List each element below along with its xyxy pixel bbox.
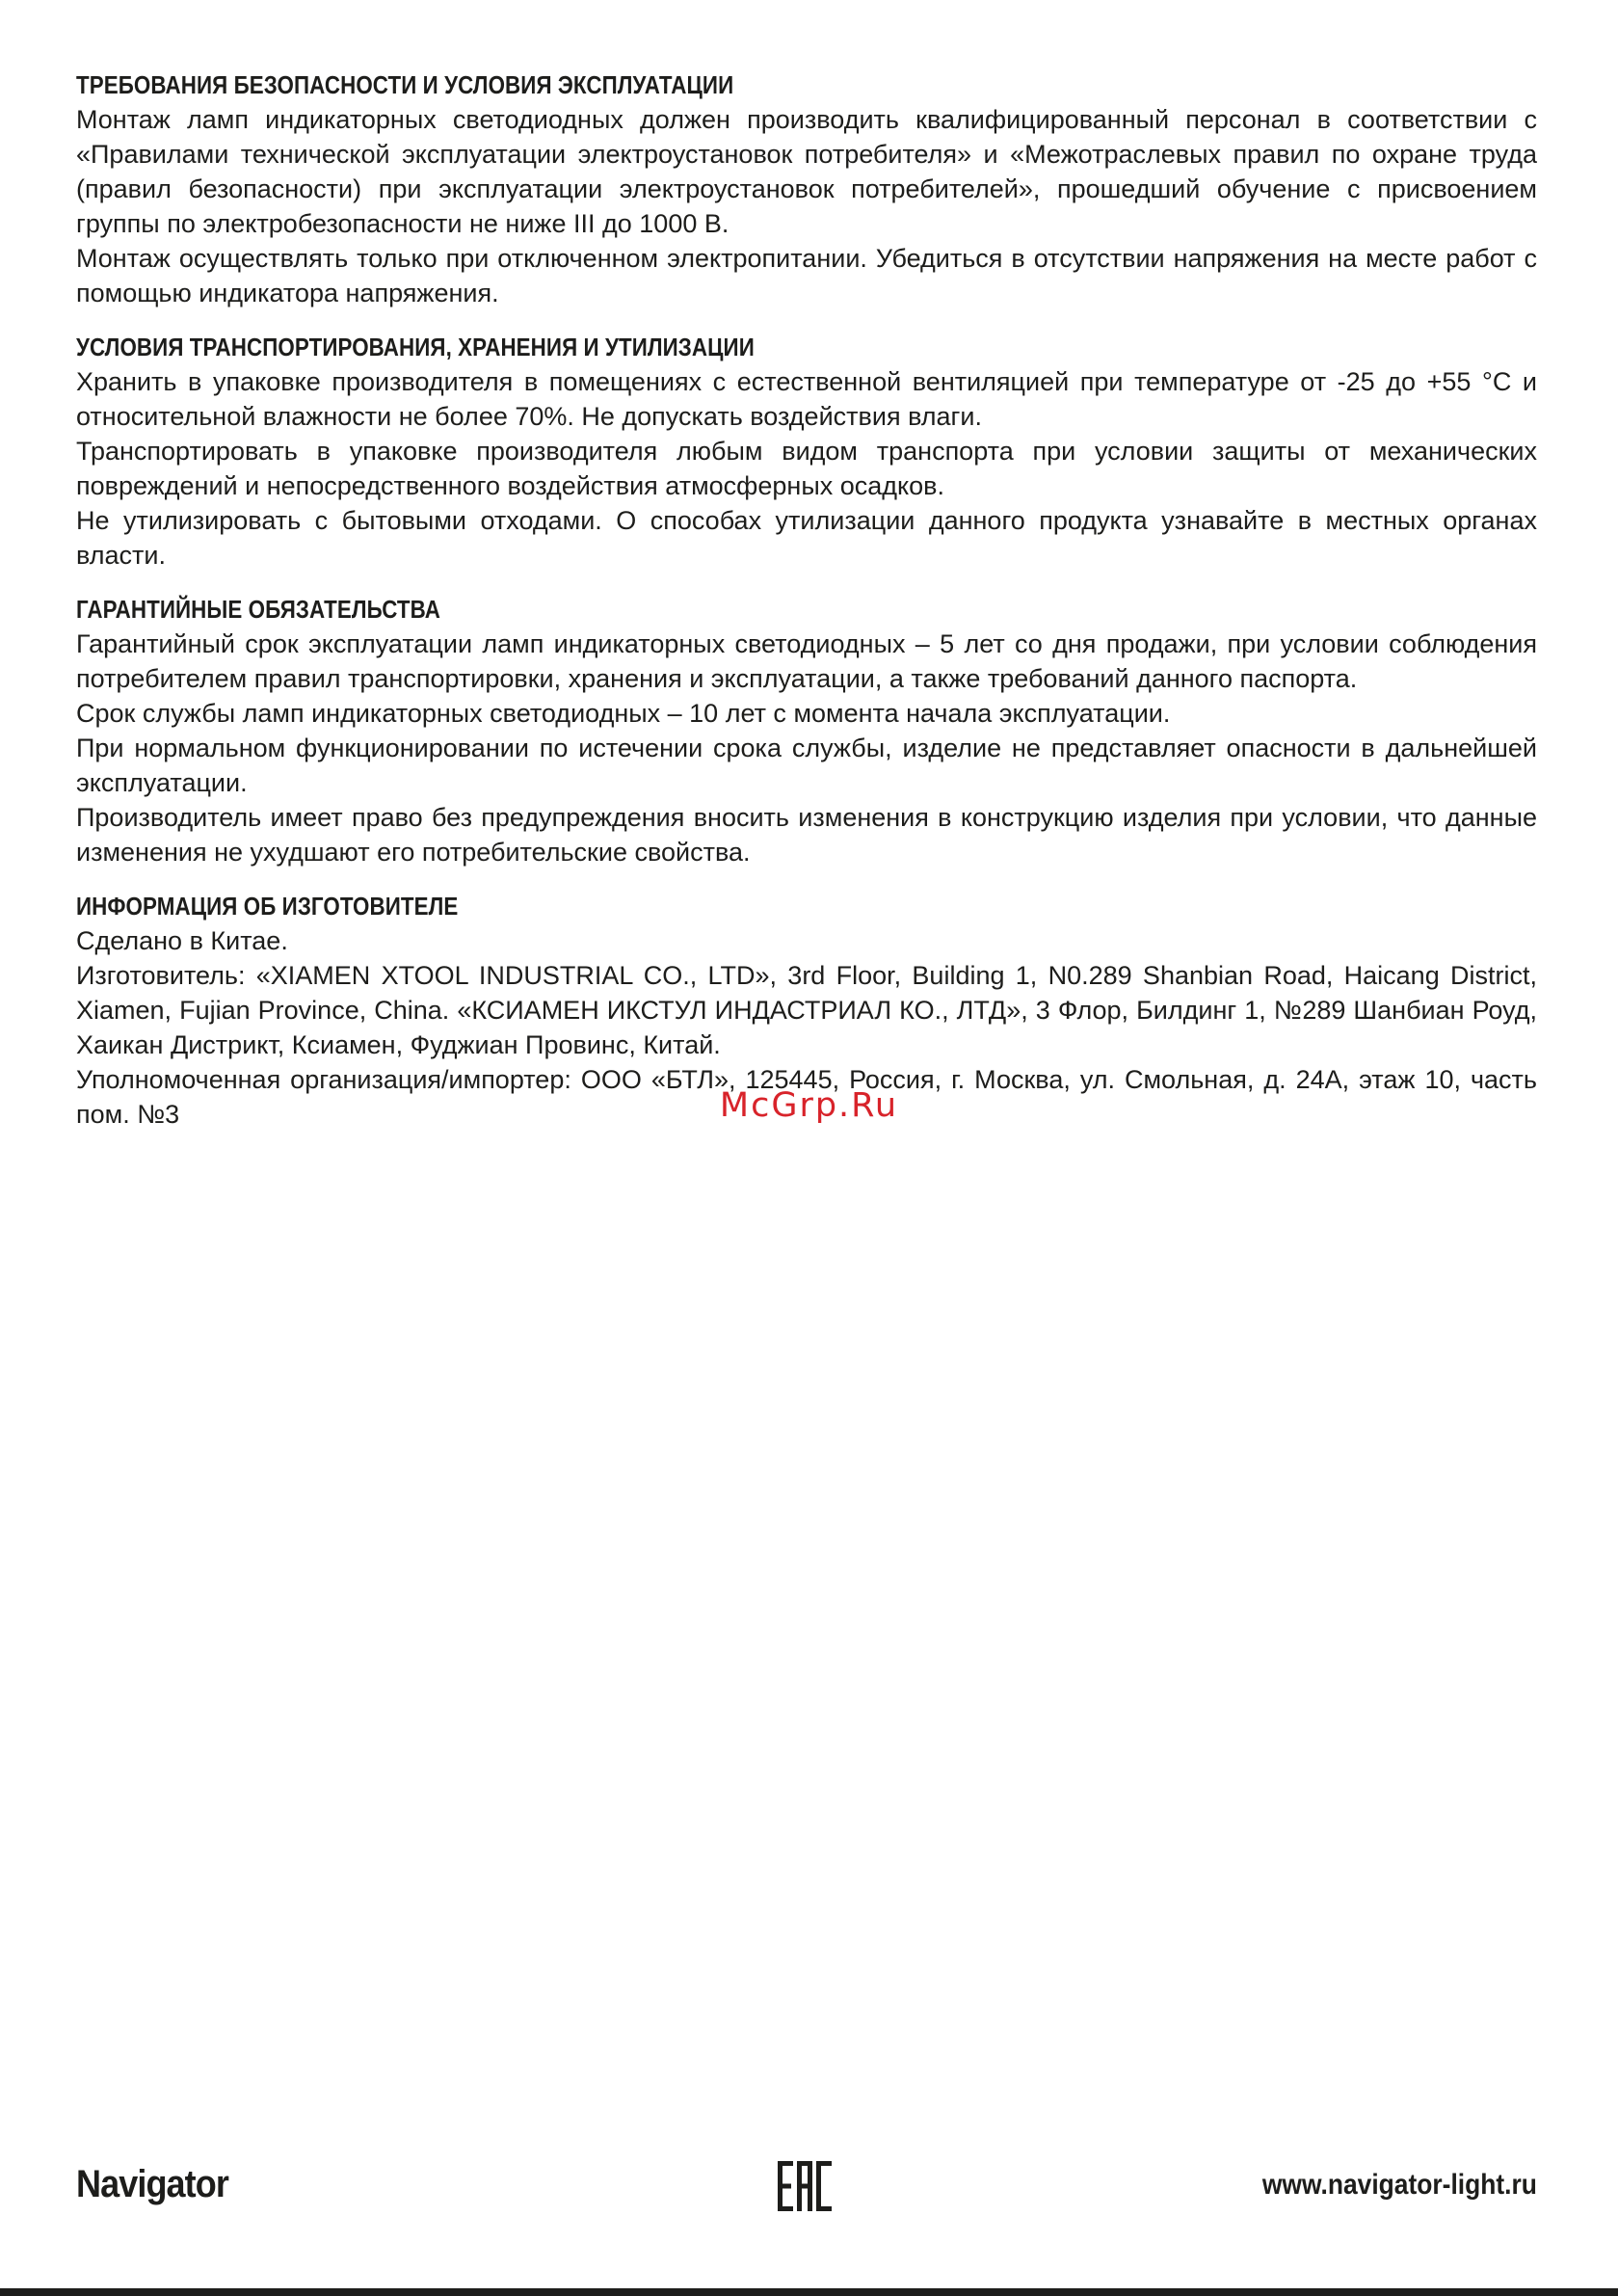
watermark: McGrp.Ru [719, 1086, 899, 1125]
page-footer [76, 2159, 1537, 2217]
section-title: ИНФОРМАЦИЯ ОБ ИЗГОТОВИТЕЛЕ [76, 892, 459, 921]
paragraph: Монтаж осуществлять только при отключенном электропитании. Убедиться в отсутствии напряжения на месте работ с помощью индикатора напряжения. [76, 244, 1537, 307]
website-link[interactable]: www.navigator-light.ru [1261, 2169, 1537, 2201]
navigator-logo: Navigator [76, 2163, 228, 2205]
eac-certification-icon [776, 2159, 834, 2213]
section-warranty [76, 592, 1537, 869]
section-title: ТРЕБОВАНИЯ БЕЗОПАСНОСТИ И УСЛОВИЯ ЭКСПЛУАТАЦИИ [76, 70, 734, 99]
paragraph: Срок службы ламп индикаторных светодиодных – 10 лет с момента начала эксплуатации. [76, 699, 1171, 728]
paragraph: Сделано в Китае. [76, 926, 288, 955]
paragraph: Хранить в упаковке производителя в помещениях с естественной вентиляцией при температуре от -25 до +55 °С и относительной влажности не более 70%. Не допускать воздействия влаги. [76, 367, 1537, 431]
section-title: ГАРАНТИЙНЫЕ ОБЯЗАТЕЛЬСТВА [76, 595, 441, 624]
paragraph: Не утилизировать с бытовыми отходами. О способах утилизации данного продукта узнавайте в местных органах власти. [76, 506, 1537, 570]
bottom-divider [0, 2288, 1618, 2296]
document-body [76, 67, 1537, 1151]
paragraph: Уполномоченная организация/импортер: ООО «БТЛ», 125445, Россия, г. Москва, ул. Смольная, д. 24А, этаж 10, часть пом. №3 [76, 1065, 1537, 1129]
paragraph: Изготовитель: «XIAMEN XTOOL INDUSTRIAL CO., LTD», 3rd Floor, Building 1, N0.289 Shanbian Road, Haicang District, Xiamen, Fujian Province, China. «КСИАМЕН ИКСТУЛ ИНДАСТРИАЛ КО., ЛТД», 3 Флор, Билдинг 1, №289 Шанбиан Роуд, Хаикан Дистрикт, Ксиамен, Фуджиан Провинс, Китай. [76, 961, 1537, 1059]
paragraph: Монтаж ламп индикаторных светодиодных должен производить квалифицированный персонал в соответствии с «Правилами технической эксплуатации электроустановок потребителя» и «Межотраслевых правил по охране труда (правил безопасности) при эксплуатации электроустановок потребителей», прошедший обучение с присвоением группы по электробезопасности не ниже III до 1000 В. [76, 105, 1537, 238]
paragraph: Транспортировать в упаковке производителя любым видом транспорта при условии защиты от механических повреждений и непосредственного воздействия атмосферных осадков. [76, 437, 1537, 500]
section-safety [76, 67, 1537, 310]
paragraph: Производитель имеет право без предупреждения вносить изменения в конструкцию изделия при условии, что данные изменения не ухудшают его потребительские свойства. [76, 803, 1537, 867]
paragraph: При нормальном функционировании по истечении срока службы, изделие не представляет опасности в дальнейшей эксплуатации. [76, 734, 1537, 797]
section-transport-storage [76, 330, 1537, 573]
paragraph: Гарантийный срок эксплуатации ламп индикаторных светодиодных – 5 лет со дня продажи, при условии соблюдения потребителем правил транспортировки, хранения и эксплуатации, а также требований данного паспорта. [76, 629, 1537, 693]
section-title: УСЛОВИЯ ТРАНСПОРТИРОВАНИЯ, ХРАНЕНИЯ И УТИЛИЗАЦИИ [76, 333, 755, 361]
